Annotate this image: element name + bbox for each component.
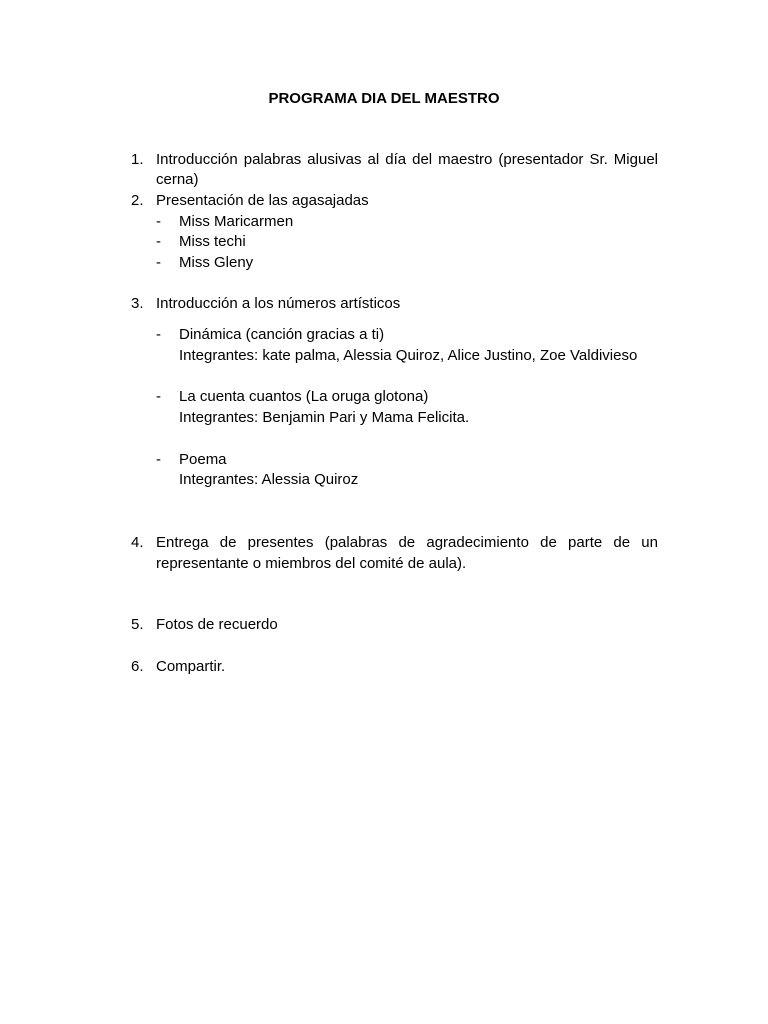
- item-text: Fotos de recuerdo: [156, 616, 278, 633]
- item-text: Compartir.: [156, 658, 226, 675]
- list-item: Miss Maricarmen: [179, 213, 294, 230]
- bullet-dash: -: [156, 254, 161, 271]
- page-title: PROGRAMA DIA DEL MAESTRO: [268, 90, 500, 107]
- item-text: Introducción palabras alusivas al día del maestro (presentador Sr. Miguel: [156, 151, 658, 168]
- item-number: 4.: [131, 534, 144, 551]
- act-name: Dinámica (canción gracias a ti): [179, 326, 385, 343]
- bullet-dash: -: [156, 233, 161, 250]
- item-number: 2.: [131, 192, 144, 209]
- item-text: Introducción a los números artísticos: [156, 295, 401, 312]
- bullet-dash: -: [156, 451, 161, 468]
- act-members: Integrantes: Benjamin Pari y Mama Felicita.: [179, 409, 470, 426]
- bullet-dash: -: [156, 213, 161, 230]
- item-number: 5.: [131, 616, 144, 633]
- item-number: 1.: [131, 151, 144, 168]
- bullet-dash: -: [156, 388, 161, 405]
- bullet-dash: -: [156, 326, 161, 343]
- act-members: Integrantes: Alessia Quiroz: [179, 471, 359, 488]
- act-name: Poema: [179, 451, 227, 468]
- item-text: Entrega de presentes (palabras de agradecimiento de parte de un: [156, 534, 658, 551]
- act-members: Integrantes: kate palma, Alessia Quiroz, Alice Justino, Zoe Valdivieso: [179, 347, 638, 364]
- item-number: 3.: [131, 295, 144, 312]
- item-text: Presentación de las agasajadas: [156, 192, 369, 209]
- list-item: Miss Gleny: [179, 254, 254, 271]
- item-number: 6.: [131, 658, 144, 675]
- act-name: La cuenta cuantos (La oruga glotona): [179, 388, 429, 405]
- item-text-continuation: representante o miembros del comité de aula).: [156, 555, 467, 572]
- list-item: Miss techi: [179, 233, 246, 250]
- item-text-continuation: cerna): [156, 171, 199, 188]
